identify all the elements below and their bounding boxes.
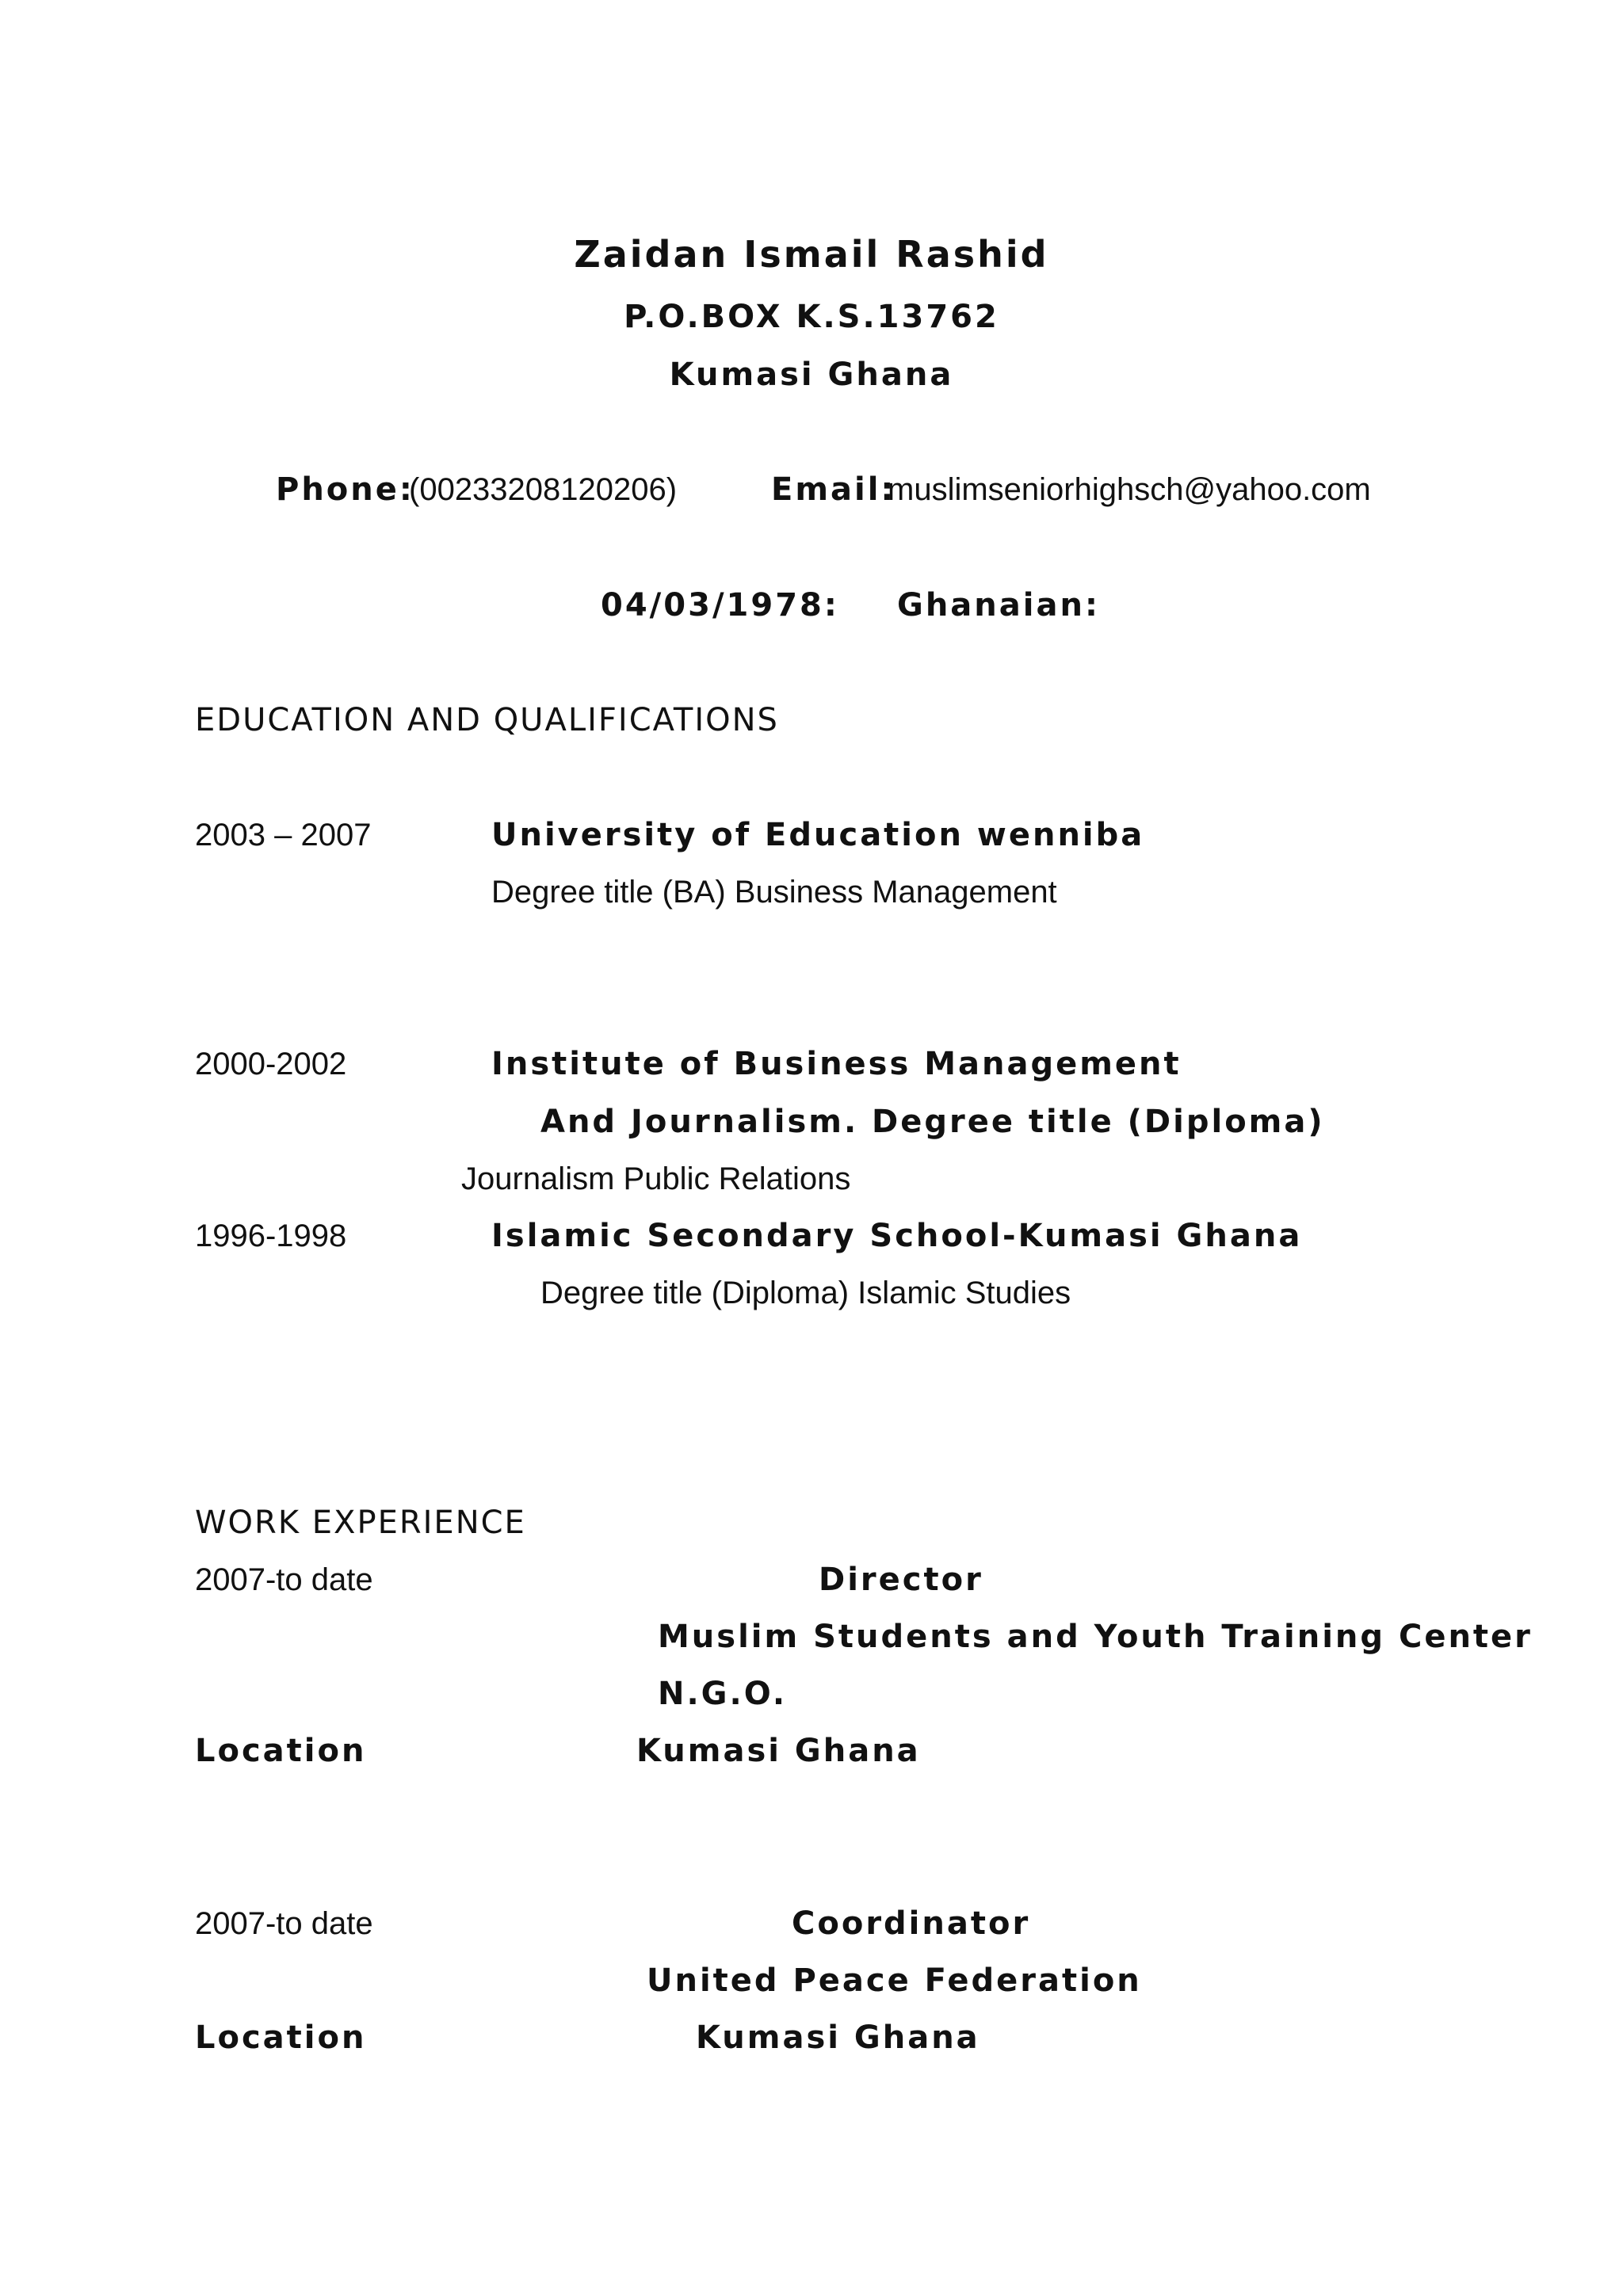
work-organization: United Peace Federation [647, 1962, 1142, 1999]
work-organization-continued: N.G.O. [658, 1676, 788, 1712]
education-institution-continued: And Journalism. Degree title (Diploma) [540, 1104, 1325, 1140]
education-detail: Degree title (BA) Business Management [491, 875, 1057, 910]
phone-value: (00233208120206) [409, 472, 678, 507]
education-heading: EDUCATION AND QUALIFICATIONS [195, 702, 779, 738]
education-institution: University of Education wenniba [491, 817, 1145, 853]
education-institution: Institute of Business Management [491, 1046, 1182, 1082]
date-of-birth: 04/03/1978: [601, 587, 839, 624]
education-detail: Journalism Public Relations [461, 1161, 851, 1196]
education-institution: Islamic Secondary School-Kumasi Ghana [491, 1218, 1303, 1254]
work-location: Kumasi Ghana [636, 1733, 921, 1769]
work-dates: 2007-to date [195, 1562, 373, 1597]
education-detail: Degree title (Diploma) Islamic Studies [540, 1276, 1071, 1310]
applicant-name: Zaidan Ismail Rashid [574, 233, 1049, 276]
email-value: muslimseniorhighsch@yahoo.com [888, 472, 1371, 507]
work-location-label: Location [195, 1733, 367, 1769]
work-role: Coordinator [792, 1905, 1031, 1942]
nationality: Ghanaian: [897, 587, 1100, 624]
po-box: P.O.BOX K.S.13762 [624, 299, 999, 335]
education-years: 2000-2002 [195, 1047, 347, 1081]
work-role: Director [819, 1562, 983, 1598]
work-location-label: Location [195, 2019, 367, 2056]
phone-label: Phone: [276, 471, 414, 508]
work-dates: 2007-to date [195, 1906, 373, 1941]
work-organization: Muslim Students and Youth Training Center [658, 1619, 1533, 1655]
education-years: 2003 – 2007 [195, 818, 372, 852]
city: Kumasi Ghana [669, 357, 954, 393]
education-years: 1996-1998 [195, 1219, 347, 1253]
email-label: Email: [771, 471, 896, 508]
work-location: Kumasi Ghana [696, 2019, 980, 2056]
work-heading: WORK EXPERIENCE [195, 1505, 526, 1541]
